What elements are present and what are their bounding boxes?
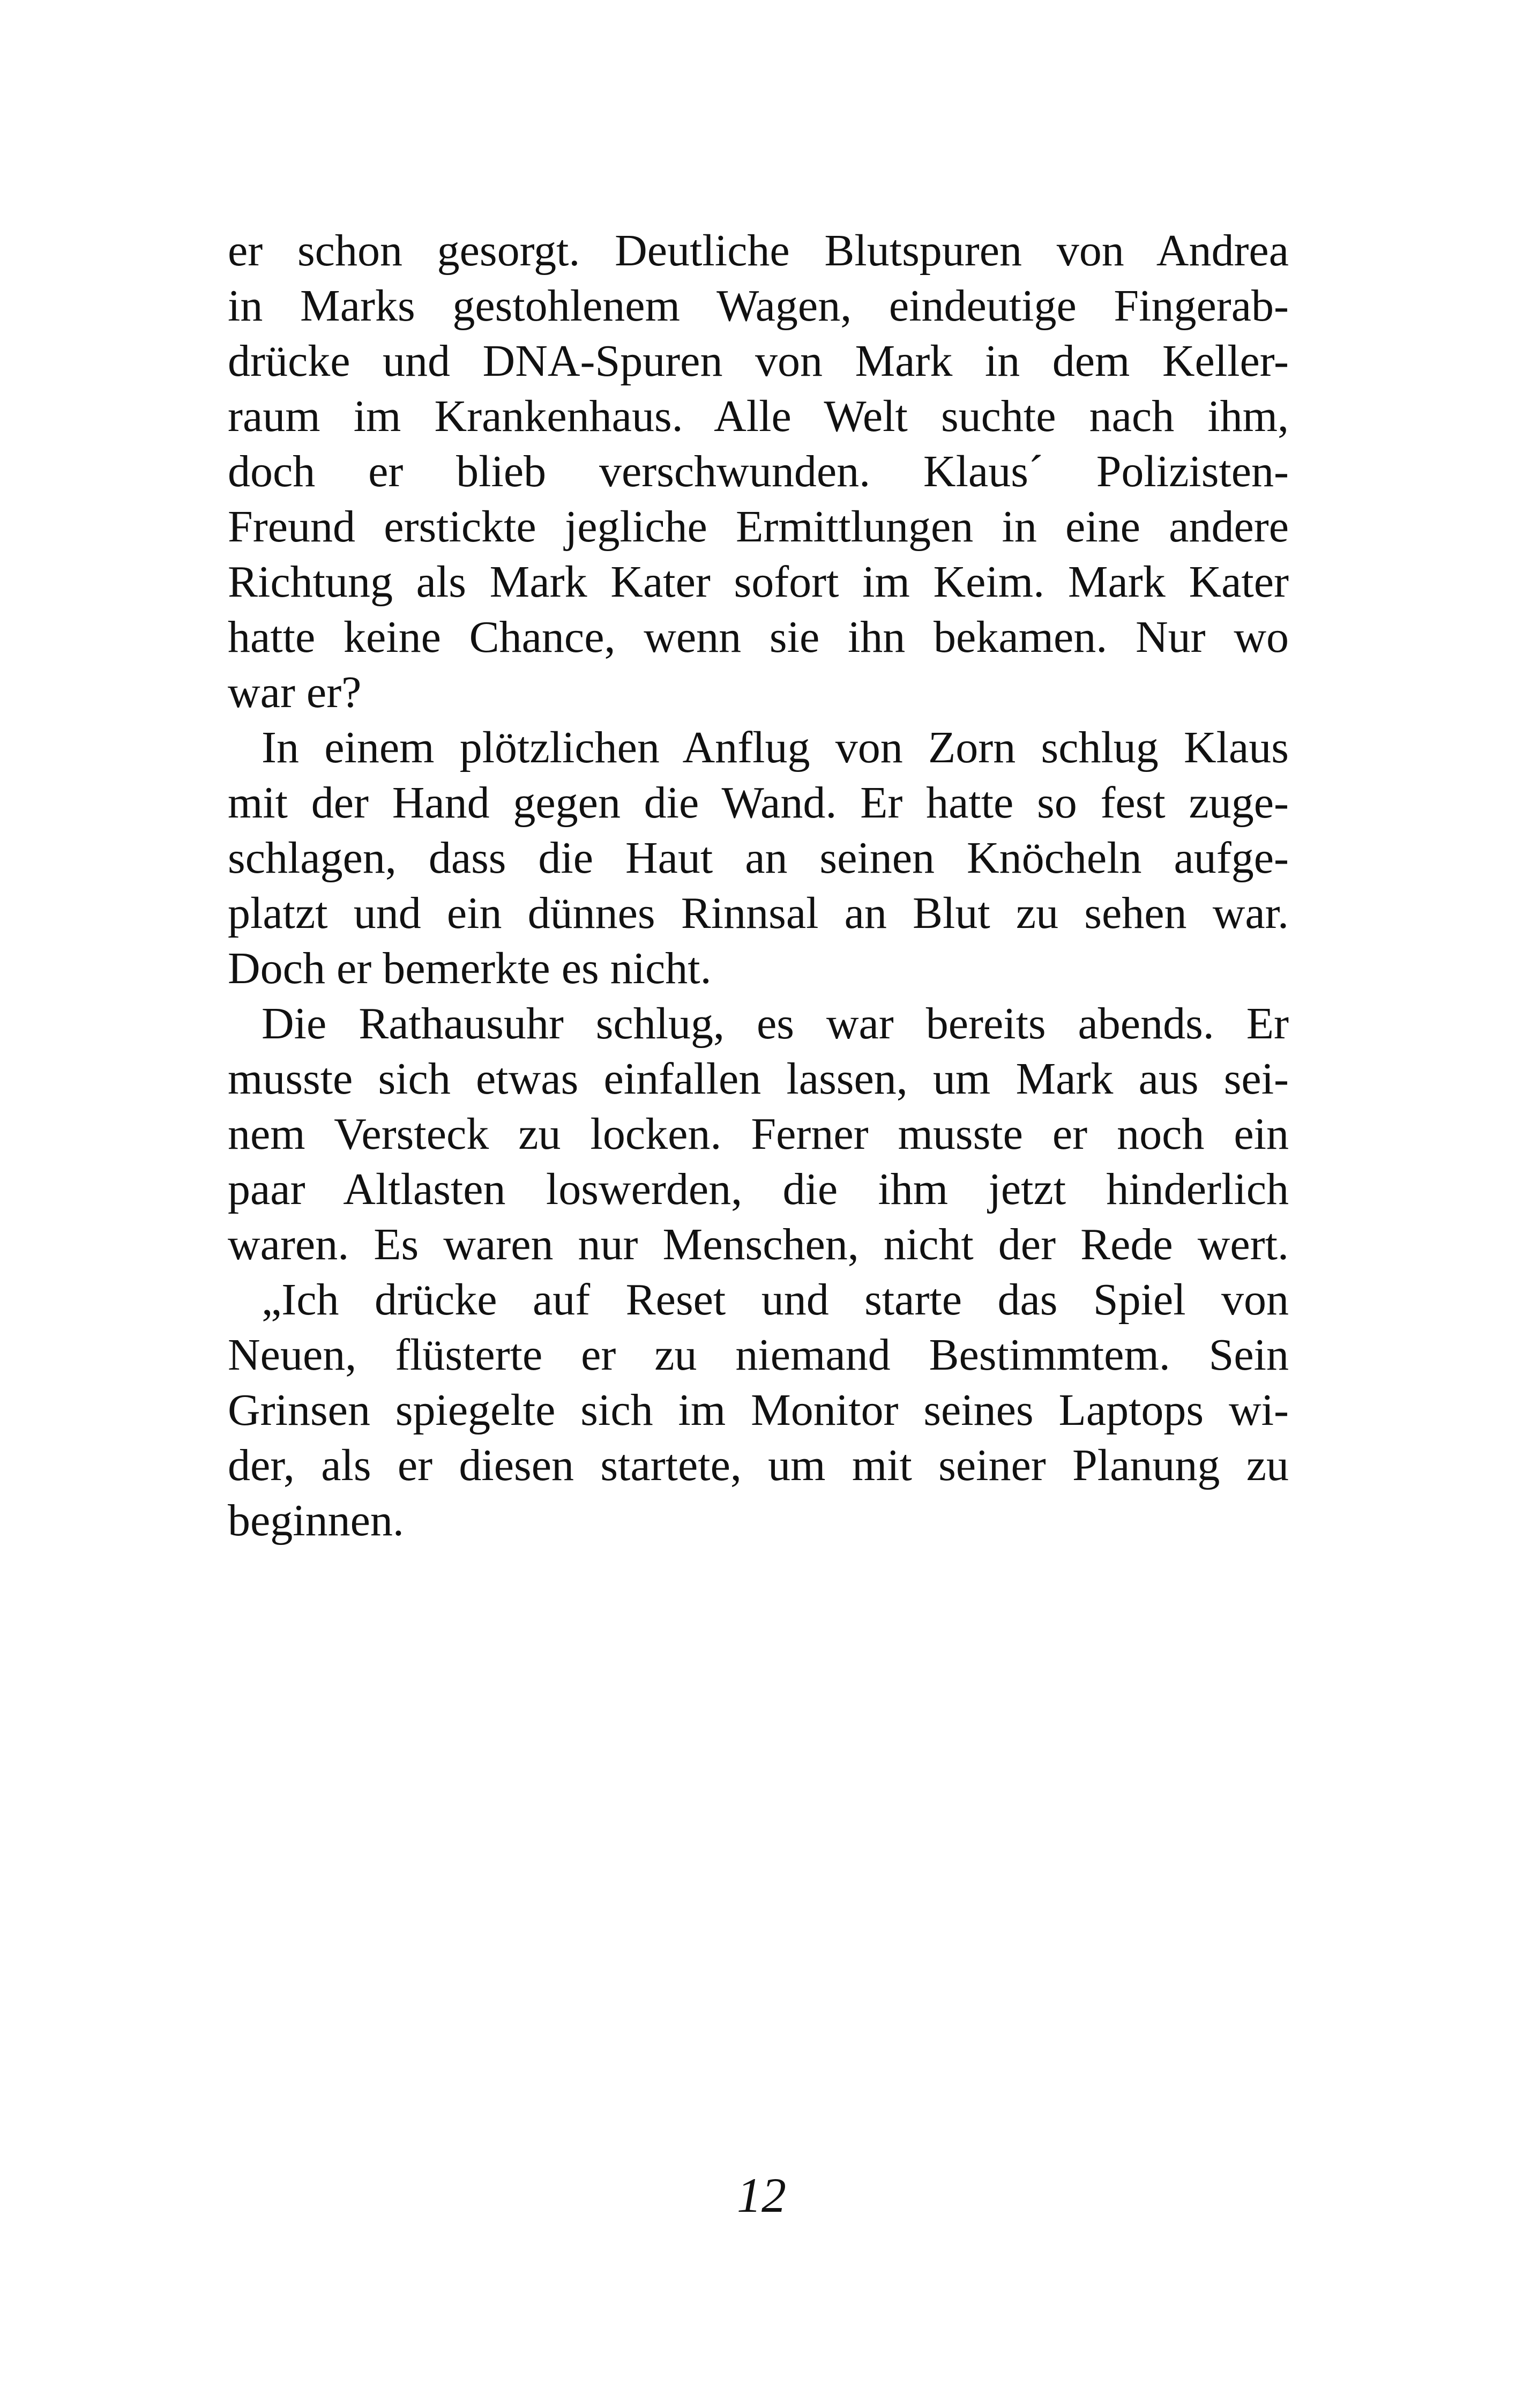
text-line: Neuen, flüsterte er zu niemand Bestimmtem. Sein bbox=[228, 1330, 1289, 1380]
body-text bbox=[228, 223, 1289, 1548]
text-line: beginnen. bbox=[228, 1496, 404, 1545]
text-line: waren. Es waren nur Menschen, nicht der Rede wert. bbox=[228, 1220, 1289, 1269]
page-number: 12 bbox=[737, 2168, 786, 2223]
text-line: mit der Hand gegen die Wand. Er hatte so fest zuge- bbox=[228, 778, 1289, 828]
text-line: raum im Krankenhaus. Alle Welt suchte nach ihm, bbox=[228, 391, 1289, 441]
text-line: hatte keine Chance, wenn sie ihn bekamen. Nur wo bbox=[228, 612, 1289, 662]
text-line: er schon gesorgt. Deutliche Blutspuren von Andrea bbox=[228, 226, 1289, 276]
text-line: nem Versteck zu locken. Ferner musste er noch ein bbox=[228, 1109, 1289, 1159]
text-line: musste sich etwas einfallen lassen, um Mark aus sei- bbox=[228, 1054, 1289, 1104]
text-line: Freund erstickte jegliche Ermittlungen in eine andere bbox=[228, 502, 1289, 552]
text-line: platzt und ein dünnes Rinnsal an Blut zu sehen war. bbox=[228, 888, 1289, 938]
text-line: in Marks gestohlenem Wagen, eindeutige Fingerab- bbox=[228, 281, 1289, 331]
text-line: schlagen, dass die Haut an seinen Knöcheln aufge- bbox=[228, 833, 1289, 883]
text-line: Doch er bemerkte es nicht. bbox=[228, 943, 712, 993]
text-line: Grinsen spiegelte sich im Monitor seines Laptops wi- bbox=[228, 1385, 1289, 1435]
text-line: In einem plötzlichen Anflug von Zorn schlug Klaus bbox=[262, 723, 1289, 772]
text-line: war er? bbox=[228, 667, 362, 717]
text-line: Die Rathausuhr schlug, es war bereits abends. Er bbox=[262, 999, 1289, 1049]
text-line: drücke und DNA-Spuren von Mark in dem Keller- bbox=[228, 336, 1289, 386]
text-line: Richtung als Mark Kater sofort im Keim. Mark Kater bbox=[228, 557, 1289, 607]
text-line: der, als er diesen startete, um mit seiner Planung zu bbox=[228, 1440, 1289, 1490]
text-line: „Ich drücke auf Reset und starte das Spiel von bbox=[262, 1275, 1289, 1325]
text-line: doch er blieb verschwunden. Klaus´ Polizisten- bbox=[228, 447, 1289, 496]
text-line: paar Altlasten loswerden, die ihm jetzt hinderlich bbox=[228, 1164, 1289, 1214]
